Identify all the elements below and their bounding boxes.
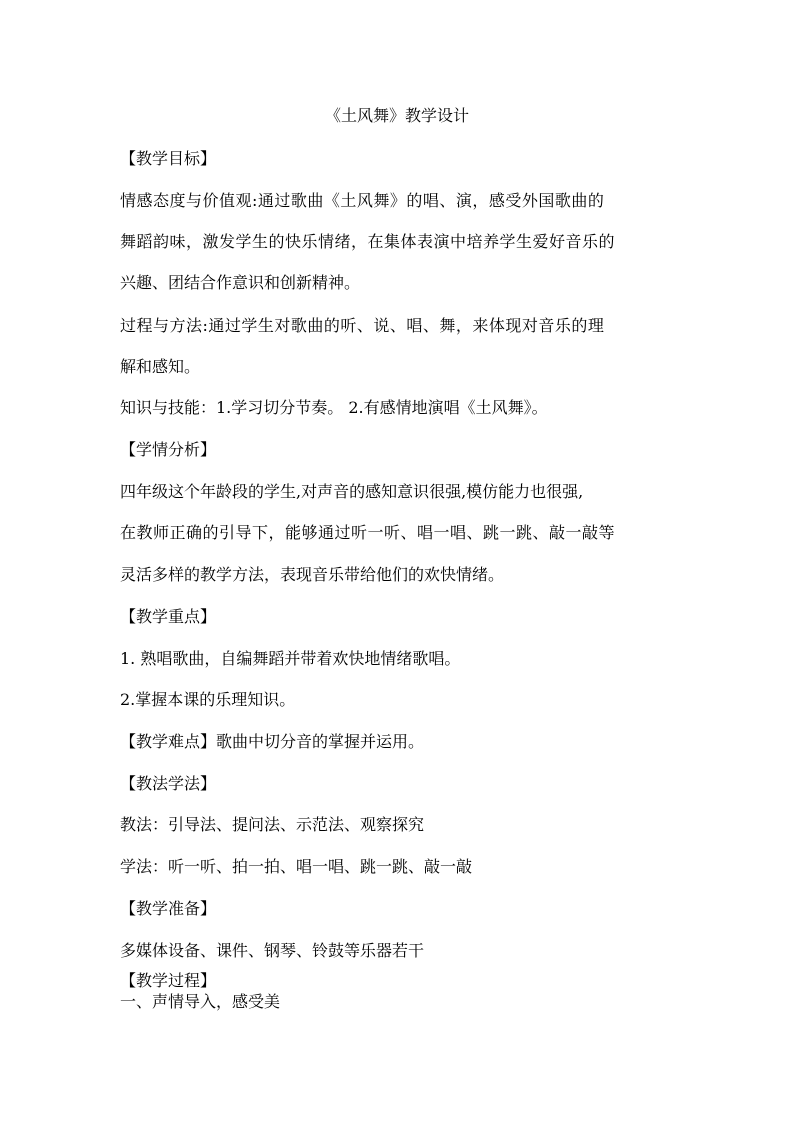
- methods-heading: 【教法学法】: [120, 774, 217, 793]
- preparation-line: 多媒体设备、课件、钢琴、铃鼓等乐器若干: [120, 941, 425, 960]
- procedure-step-1: 一、声情导入，感受美: [120, 992, 281, 1011]
- methods-teaching: 教法：引导法、提问法、示范法、观察探究: [120, 815, 425, 834]
- objectives-knowledge-line: 知识与技能：1.学习切分节奏。 2.有感情地演唱《土风舞》。: [120, 398, 548, 417]
- difficulty-line: 【教学难点】歌曲中切分音的掌握并运用。: [120, 732, 425, 751]
- objectives-emotion-line-3: 兴趣、团结合作意识和创新精神。: [120, 273, 361, 292]
- objectives-emotion-line-2: 舞蹈韵味，激发学生的快乐情绪，在集体表演中培养学生爱好音乐的: [120, 232, 616, 251]
- key-points-item-1: 1. 熟唱歌曲，自编舞蹈并带着欢快地情绪歌唱。: [120, 649, 461, 668]
- preparation-heading: 【教学准备】: [120, 899, 217, 918]
- key-points-heading: 【教学重点】: [120, 607, 217, 626]
- analysis-line-1: 四年级这个年龄段的学生,对声音的感知意识很强,模仿能力也很强,: [120, 482, 584, 501]
- methods-learning: 学法：听一听、拍一拍、唱一唱、跳一跳、敲一敲: [120, 857, 473, 876]
- key-points-item-2: 2.掌握本课的乐理知识。: [120, 690, 296, 709]
- document-title: 《土风舞》教学设计: [324, 106, 469, 125]
- analysis-line-2: 在教师正确的引导下，能够通过听一听、唱一唱、跳一跳、敲一敲等: [120, 523, 616, 542]
- objectives-heading: 【教学目标】: [120, 149, 217, 168]
- analysis-line-3: 灵活多样的教学方法，表现音乐带给他们的欢快情绪。: [120, 565, 505, 584]
- objectives-process-line-2: 解和感知。: [120, 357, 201, 376]
- objectives-process-line-1: 过程与方法:通过学生对歌曲的听、说、唱、舞，来体现对音乐的理: [120, 316, 605, 335]
- objectives-emotion-line-1: 情感态度与价值观:通过歌曲《土风舞》的唱、演，感受外国歌曲的: [120, 191, 605, 210]
- analysis-heading: 【学情分析】: [120, 440, 217, 459]
- procedure-heading: 【教学过程】: [120, 971, 217, 990]
